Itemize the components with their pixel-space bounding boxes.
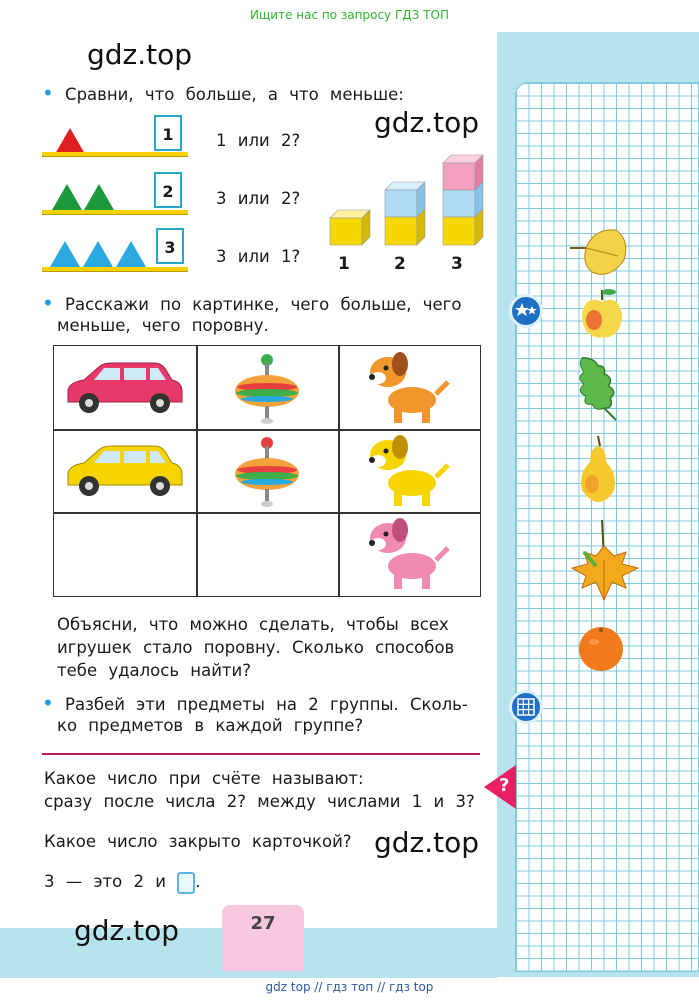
triangle-green-icon <box>84 184 114 210</box>
car-yellow-icon <box>62 443 186 499</box>
dog-yellow-icon <box>364 433 454 509</box>
number-card: 2 <box>154 172 182 208</box>
cube-stack-1 <box>330 210 370 245</box>
number-card: 3 <box>156 228 184 264</box>
car-pink-icon <box>62 360 186 416</box>
compare-question: 1 или 2? <box>216 131 301 150</box>
top-banner[interactable]: Ищите нас по запросу ГДЗ ТОП <box>250 8 449 22</box>
question-mark: ? <box>499 775 510 796</box>
stars-icon <box>509 294 543 328</box>
stack-label: 3 <box>451 254 463 274</box>
table-divider <box>338 346 340 596</box>
question2-line1: Какое число закрыто карточкой? <box>44 832 352 851</box>
bullet-icon: • <box>42 691 54 715</box>
cube-stack-3 <box>443 155 483 245</box>
compare-question: 3 или 2? <box>216 189 301 208</box>
oak-leaf-icon <box>574 352 622 422</box>
maple-leaf-icon <box>566 516 644 608</box>
cube-stacks <box>325 150 495 250</box>
stack-label: 2 <box>394 254 406 274</box>
task2-instruction <box>42 292 461 316</box>
equation-text: 3 — это 2 и <box>44 872 166 891</box>
spinning-top-red-icon <box>232 434 302 510</box>
shelf <box>42 267 188 272</box>
bottom-banner[interactable]: gdz top // гдз топ // гдз top <box>265 980 434 994</box>
task2-line1: Расскажи по картинке, чего больше, чего <box>65 295 462 314</box>
leaf-yellow-icon <box>566 226 634 284</box>
task2-line2: меньше, чего поровну. <box>57 316 269 335</box>
triangle-blue-icon <box>50 241 80 267</box>
grid-glyph-icon <box>512 693 540 721</box>
triangle-red-icon <box>55 128 85 154</box>
dog-pink-icon <box>364 516 454 592</box>
cube-stack-2 <box>385 182 425 245</box>
question2-equation <box>44 871 200 894</box>
table-divider <box>54 429 480 431</box>
star-glyph-icon <box>512 297 540 325</box>
compare-question: 3 или 1? <box>216 247 301 266</box>
bullet-icon: • <box>42 81 54 105</box>
pear-icon <box>574 432 622 504</box>
triangle-blue-icon <box>83 241 113 267</box>
question1-line1: Какое число при счёте называют: <box>44 769 364 788</box>
spinning-top-green-icon <box>232 351 302 427</box>
task4-line1: Разбей эти предметы на 2 группы. Сколь- <box>65 695 468 714</box>
hidden-number-card <box>177 872 195 894</box>
task4-line2: ко предметов в каждой группе? <box>57 716 364 735</box>
equation-end: . <box>195 872 201 891</box>
grid-icon <box>509 690 543 724</box>
shelf <box>42 210 188 215</box>
number-card: 1 <box>154 115 182 151</box>
table-divider <box>196 346 198 596</box>
task3-line2: игрушек стало поровну. Сколько способов <box>57 638 455 657</box>
table-divider <box>54 512 480 514</box>
task4-instruction <box>42 692 468 716</box>
watermark: gdz.top <box>374 826 480 859</box>
watermark: gdz.top <box>74 914 180 947</box>
task1-text: Сравни, что больше, а что меньше: <box>65 85 404 104</box>
stack-label: 1 <box>338 254 350 274</box>
bullet-icon: • <box>42 291 54 315</box>
orange-icon <box>576 624 626 672</box>
section-divider <box>42 753 480 755</box>
task1-instruction <box>42 82 404 106</box>
triangle-green-icon <box>52 184 82 210</box>
triangle-blue-icon <box>116 241 146 267</box>
watermark: gdz.top <box>87 38 193 71</box>
picture-table <box>53 345 481 597</box>
task3-line1: Объясни, что можно сделать, чтобы всех <box>57 615 449 634</box>
dog-orange-icon <box>364 350 454 426</box>
page-number: 27 <box>222 905 304 971</box>
task3-line3: тебе удалось найти? <box>57 661 252 680</box>
watermark: gdz.top <box>374 106 480 139</box>
question1-line2: сразу после числа 2? между числами 1 и 3? <box>44 792 475 811</box>
apple-icon <box>578 286 626 342</box>
